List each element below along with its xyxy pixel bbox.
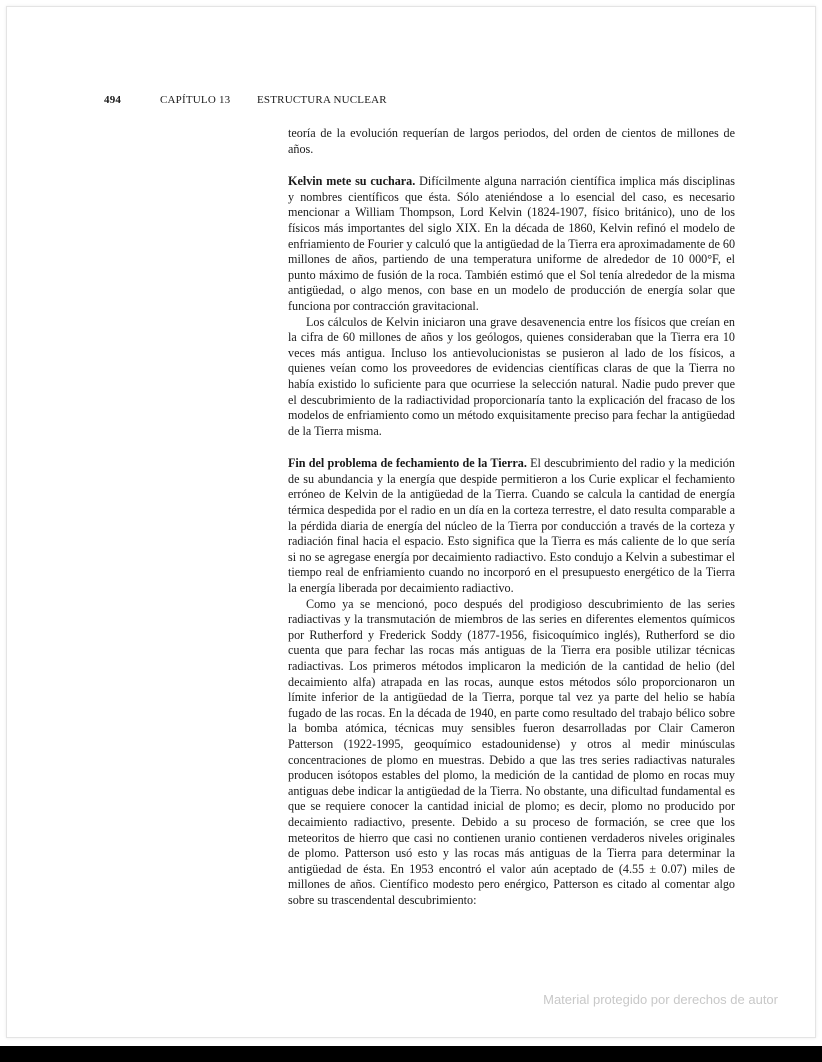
paragraph: teoría de la evolución requerían de largos periodos, del orden de cientos de millones de años.	[288, 126, 735, 156]
bottom-bar	[0, 1046, 822, 1062]
paragraph-text: Difícilmente alguna narración científica implica más disciplinas y nombres científicos que ésta. Sólo ateniéndose a lo esencial del caso, es necesario mencionar a William Thompson, Lord Kelvin (1824-1907, físico británico), uno de los físicos más importantes del siglo XIX. En la década de 1860, Kelvin refinó el modelo de enfriamiento de Fourier y calculó que la antigüedad de la Tierra era aproximadamente de 60 millones de años, partiendo de una temperatura uniforme de alrededor de 10 000°F, el punto máximo de fusión de la roca. También estimó que el Sol tenía alrededor de la misma antigüedad, o algo menos, con base en un modelo de producción de energía solar que funciona por contracción gravitacional.	[288, 174, 736, 313]
section-dating-paragraph	[288, 456, 735, 596]
page-number: 494	[104, 94, 122, 106]
body-text	[288, 126, 735, 909]
watermark: Material protegido por derechos de autor	[543, 992, 778, 1007]
section-kelvin-paragraph	[288, 174, 735, 314]
paragraph: Como ya se mencionó, poco después del prodigioso descubrimiento de las series radiactivas y la transmutación de miembros de las series en diferentes elementos químicos por Rutherford y Frederick Soddy (1877-1956, fisicoquímico inglés), Rutherford se dio cuenta que para fechar las rocas más antiguas de la Tierra era posible utilizar técnicas radiactivas. Los primeros métodos implicaron la medición de la cantidad de helio (del decaimiento alfa) atrapada en las rocas, aunque estos métodos sólo proporcionaron un límite inferior de la antigüedad de la Tierra, porque tal vez ya parte del helio se había fugado de las rocas. En la década de 1940, en parte como resultado del trabajo bélico sobre la bomba atómica, técnicas muy sensibles fueron desarrolladas por Clair Cameron Patterson (1922-1995, geoquímico estadounidense) y otros al medir minúsculas concentraciones de plomo en muestras. Debido a que las tres series radiactivas naturales producen isótopos estables del plomo, la medición de la cantidad de plomo en rocas muy antiguas debe indicar la antigüedad de la Tierra. No obstante, una dificultad fundamental es que se requiere conocer la cantidad inicial de plomo; es decir, plomo no producido por decaimiento radiactivo, presente. Debido a su proceso de formación, se cree que los meteoritos de hierro que casi no contienen uranio contienen verdaderos niveles originales de plomo. Patterson usó esto y las rocas más antiguas de la Tierra para determinar la antigüedad de ésta. En 1953 encontró el valor aún aceptado de (4.55 ± 0.07) miles de millones de años. Científico modesto pero enérgico, Patterson es citado al comentar algo sobre su trascendental descubrimiento:	[288, 596, 735, 907]
paragraph-text: El descubrimiento del radio y la medición de su abundancia y la energía que despide permitieron a los Curie explicar el fechamiento erróneo de Kelvin de la antigüedad de la Tierra. Cuando se calcula la cantidad de energía térmica despedida por el radio en un día en la corteza terrestre, el dato resulta comparable a la pérdida diaria de energía del núcleo de la Tierra por conducción a través de la corteza y radiación final hacia el espacio. Esto significa que la Tierra es más caliente de lo que sería si no se agregase energía por decaimiento radiactivo. Esto condujo a Kelvin a subestimar el tiempo real de enfriamiento cuando no incorporó en el presupuesto energético de la Tierra la energía liberada por decaimiento radiactivo.	[288, 456, 735, 596]
section-title: ESTRUCTURA NUCLEAR	[257, 94, 387, 106]
chapter-label: CAPÍTULO 13	[160, 94, 231, 106]
section-heading-dating: Fin del problema de fechamiento de la Tierra.	[288, 456, 527, 471]
section-heading-kelvin: Kelvin mete su cuchara.	[288, 174, 416, 189]
paragraph: Los cálculos de Kelvin iniciaron una grave desavenencia entre los físicos que creían en la cifra de 60 millones de años y los geólogos, quienes consideraban que la Tierra era 10 veces más antigua. Incluso los antievolucionistas se pusieron al lado de los físicos, a quienes veían como los proveedores de evidencias científicas claras de que la Tierra no había existido lo suficiente para que ocurriese la selección natural. Nadie pudo prever que el descubrimiento de la radiactividad proporcionaría tanto la explicación del fracaso de los modelos de enfriamiento como un método exquisitamente preciso para fechar la antigüedad de la Tierra misma.	[288, 314, 735, 438]
